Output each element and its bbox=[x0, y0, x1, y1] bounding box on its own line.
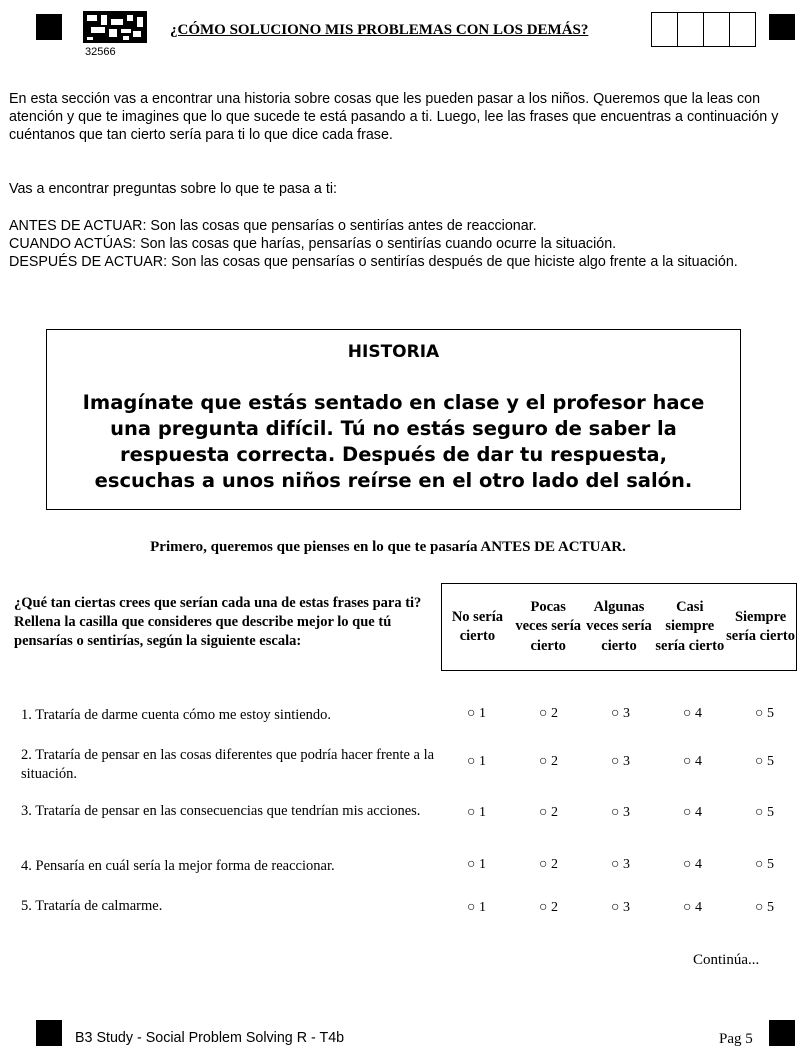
item-text: 3. Trataría de pensar en las consecuencias que tendrían mis acciones. bbox=[21, 803, 421, 819]
corner-mark-top-left bbox=[36, 14, 62, 40]
id-boxes[interactable] bbox=[651, 12, 756, 47]
scale-label: Siempre sería cierto bbox=[726, 608, 795, 644]
corner-mark-bottom-right bbox=[769, 1020, 795, 1046]
scale-question: ¿Qué tan ciertas crees que serían cada una de estas frases para ti? Rellena la casilla que consideres que describe mejor lo que tú pensarías o sentirías, según la siguiente escala: bbox=[14, 595, 422, 649]
footer-study-label: B3 Study - Social Problem Solving R - T4b bbox=[75, 1030, 345, 1046]
radio-option[interactable]: ○ 1 bbox=[467, 706, 486, 721]
corner-mark-bottom-left bbox=[36, 1020, 62, 1046]
scale-label: Casi siempre sería cierto bbox=[655, 598, 725, 654]
radio-option[interactable]: ○ 2 bbox=[539, 805, 558, 820]
intro-paragraph: En esta sección vas a encontrar una historia sobre cosas que les pueden pasar a los niños. Queremos que la leas con atención y que te imagines que lo que sucede te está pasando a ti. Luego, lee las frases que encuentras a continuación y cuéntanos que tan cierto sería para ti lo que dice cada frase. bbox=[9, 91, 779, 143]
radio-option[interactable]: ○ 3 bbox=[611, 900, 630, 915]
scale-label: Algunas veces sería cierto bbox=[586, 598, 652, 654]
scale-label: Pocas veces sería cierto bbox=[515, 598, 581, 654]
story-box bbox=[46, 329, 741, 510]
radio-option[interactable]: ○ 3 bbox=[611, 754, 630, 769]
radio-option[interactable]: ○ 5 bbox=[755, 706, 774, 721]
radio-option[interactable]: ○ 3 bbox=[611, 857, 630, 872]
radio-option[interactable]: ○ 5 bbox=[755, 754, 774, 769]
page-title: ¿CÓMO SOLUCIONO MIS PROBLEMAS CON LOS DEMÁS? bbox=[170, 22, 589, 38]
radio-option[interactable]: ○ 3 bbox=[611, 805, 630, 820]
radio-option[interactable]: ○ 5 bbox=[755, 805, 774, 820]
story-text: Imagínate que estás sentado en clase y el profesor hace una pregunta difícil. Tú no estás seguro de saber la respuesta correcta. Después de dar tu respuesta, escuchas a unos niños reírse en el otro lado del salón. bbox=[82, 391, 705, 492]
id-box[interactable] bbox=[704, 13, 730, 46]
radio-option[interactable]: ○ 1 bbox=[467, 857, 486, 872]
radio-option[interactable]: ○ 2 bbox=[539, 857, 558, 872]
questions-intro: Vas a encontrar preguntas sobre lo que te pasa a ti: bbox=[9, 181, 337, 197]
radio-option[interactable]: ○ 4 bbox=[683, 754, 702, 769]
radio-option[interactable]: ○ 2 bbox=[539, 706, 558, 721]
barcode-icon bbox=[83, 11, 147, 43]
item-text: 2. Trataría de pensar en las cosas diferentes que podría hacer frente a la situación. bbox=[21, 747, 435, 782]
definition-after: DESPUÉS DE ACTUAR: Son las cosas que pensarías o sentirías después de que hiciste algo frente a la situación. bbox=[9, 254, 738, 270]
radio-option[interactable]: ○ 3 bbox=[611, 706, 630, 721]
id-box[interactable] bbox=[678, 13, 704, 46]
radio-option[interactable]: ○ 4 bbox=[683, 805, 702, 820]
radio-option[interactable]: ○ 5 bbox=[755, 900, 774, 915]
page-number: Pag 5 bbox=[719, 1031, 753, 1047]
radio-option[interactable]: ○ 4 bbox=[683, 857, 702, 872]
id-box[interactable] bbox=[652, 13, 678, 46]
radio-option[interactable]: ○ 1 bbox=[467, 805, 486, 820]
scale-header bbox=[441, 583, 797, 671]
radio-option[interactable]: ○ 2 bbox=[539, 900, 558, 915]
radio-option[interactable]: ○ 5 bbox=[755, 857, 774, 872]
radio-option[interactable]: ○ 4 bbox=[683, 900, 702, 915]
item-text: 5. Trataría de calmarme. bbox=[21, 898, 163, 914]
barcode-number: 32566 bbox=[85, 46, 116, 58]
radio-option[interactable]: ○ 1 bbox=[467, 754, 486, 769]
radio-option[interactable]: ○ 1 bbox=[467, 900, 486, 915]
definition-during: CUANDO ACTÚAS: Son las cosas que harías, pensarías o sentirías cuando ocurre la situación. bbox=[9, 236, 617, 252]
id-box[interactable] bbox=[730, 13, 755, 46]
continue-note: Continúa... bbox=[693, 952, 760, 968]
radio-option[interactable]: ○ 2 bbox=[539, 754, 558, 769]
corner-mark-top-right bbox=[769, 14, 795, 40]
story-title: HISTORIA bbox=[347, 342, 440, 362]
item-text: 4. Pensaría en cuál sería la mejor forma de reaccionar. bbox=[21, 858, 335, 874]
instruction: Primero, queremos que pienses en lo que te pasaría ANTES DE ACTUAR. bbox=[150, 539, 626, 555]
radio-option[interactable]: ○ 4 bbox=[683, 706, 702, 721]
scale-label: No sería cierto bbox=[451, 608, 503, 644]
definition-before: ANTES DE ACTUAR: Son las cosas que pensarías o sentirías antes de reaccionar. bbox=[9, 218, 537, 234]
item-text: 1. Trataría de darme cuenta cómo me estoy sintiendo. bbox=[21, 707, 332, 723]
